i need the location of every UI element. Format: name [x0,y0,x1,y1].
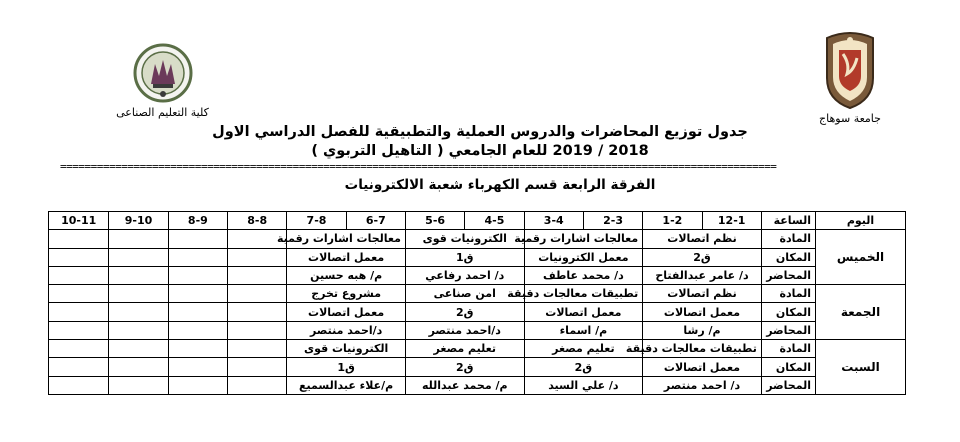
period-header: 5-6 [405,212,464,230]
slot-subject: الكترونيات قوى [287,340,406,358]
slot-lecturer: د/احمد منتصر [405,321,524,339]
period-header: 12-1 [702,212,761,230]
slot-place: معمل اتصالات [287,303,406,321]
table-row [49,248,906,266]
empty-slot [168,230,227,248]
empty-slot [49,376,109,394]
slot-subject: تطبيقات معالجات دقيقة [524,285,643,303]
slot-subject: الكترونيات قوى [405,230,524,248]
row-label-subject: المادة [761,230,815,248]
day-name: الخميس [816,230,906,285]
empty-slot [109,230,168,248]
empty-slot [49,321,109,339]
empty-slot [109,376,168,394]
faculty-logo [110,42,215,119]
row-label-place: المكان [761,358,815,376]
slot-lecturer: د/ احمد رفاعي [405,266,524,284]
period-header: 4-5 [465,212,524,230]
slot-lecturer: د/ علي السيد [524,376,643,394]
slot-place: ق2 [405,358,524,376]
empty-slot [109,248,168,266]
slot-lecturer: د/ احمد منتصر [643,376,762,394]
empty-slot [228,376,287,394]
slot-lecturer: د/ محمد عاطف [524,266,643,284]
table-row [49,230,906,248]
day-column-header: اليوم [816,212,906,230]
row-label-lecturer: المحاضر [761,266,815,284]
academic-year-line: 2018 / 2019 للعام الجامعي ( التاهيل التربوي ) [311,143,649,159]
slot-place: معمل اتصالات [643,303,762,321]
empty-slot [168,266,227,284]
slot-lecturer: م/ هبه حسين [287,266,406,284]
slot-subject: تطبيقات معالجات دقيقة [643,340,762,358]
empty-slot [49,358,109,376]
row-label-place: المكان [761,248,815,266]
empty-slot [49,230,109,248]
table-row [49,285,906,303]
slot-subject: نظم اتصالات [643,285,762,303]
university-logo [800,30,900,125]
university-name: جامعة سوهاج [819,112,881,125]
schedule-body [49,212,906,395]
empty-slot [168,321,227,339]
sohag-university-emblem-icon [821,30,879,110]
slot-subject: مشروع تخرج [287,285,406,303]
empty-slot [49,266,109,284]
empty-slot [49,248,109,266]
empty-slot [49,285,109,303]
table-row [49,376,906,394]
empty-slot [168,248,227,266]
slot-subject: امن صناعى [405,285,524,303]
department-line: الفرقة الرابعة قسم الكهرباء شعبة الالكترونيات [344,177,656,193]
slot-subject: معالجات اشارات رقمية [287,230,406,248]
empty-slot [168,358,227,376]
period-header: 8-8 [228,212,287,230]
faculty-name: كلية التعليم الصناعى [116,106,209,119]
empty-slot [168,376,227,394]
slot-place: ق2 [405,303,524,321]
slot-place: ق2 [643,248,762,266]
row-label-lecturer: المحاضر [761,321,815,339]
slot-place: ق1 [405,248,524,266]
empty-slot [228,303,287,321]
period-header: 2-3 [583,212,642,230]
period-header: 7-8 [287,212,346,230]
period-header: 3-4 [524,212,583,230]
empty-slot [168,285,227,303]
slot-lecturer: م/ رشا [643,321,762,339]
row-label-subject: المادة [761,340,815,358]
faculty-emblem-icon [133,42,193,104]
table-row [49,321,906,339]
empty-slot [109,266,168,284]
slot-subject: تعليم مصغر [405,340,524,358]
period-header: 10-11 [49,212,109,230]
separator-line: ===================================================================================================================== [60,160,777,173]
slot-place: معمل الكترونيات [524,248,643,266]
empty-slot [109,303,168,321]
hour-column-header: الساعة [761,212,815,230]
slot-lecturer: د/احمد منتصر [287,321,406,339]
day-name: الجمعة [816,285,906,340]
empty-slot [228,321,287,339]
slot-place: ق1 [287,358,406,376]
header-row [49,212,906,230]
slot-subject: تعليم مصغر [524,340,643,358]
empty-slot [228,266,287,284]
empty-slot [49,340,109,358]
period-header: 1-2 [643,212,702,230]
slot-place: ق2 [524,358,643,376]
slot-lecturer: م/ اسماء [524,321,643,339]
schedule-table [48,211,906,395]
table-row [49,266,906,284]
slot-place: معمل اتصالات [524,303,643,321]
slot-subject: نظم اتصالات [643,230,762,248]
table-row [49,340,906,358]
empty-slot [168,303,227,321]
slot-lecturer: د/ عامر عبدالفتاح [643,266,762,284]
empty-slot [228,248,287,266]
empty-slot [109,321,168,339]
empty-slot [228,285,287,303]
period-header: 8-9 [168,212,227,230]
slot-subject: معالجات اشارات رقمية [524,230,643,248]
day-name: السبت [816,340,906,395]
period-header: 9-10 [109,212,168,230]
empty-slot [228,340,287,358]
row-label-lecturer: المحاضر [761,376,815,394]
slot-place: معمل اتصالات [643,358,762,376]
empty-slot [109,358,168,376]
table-row [49,358,906,376]
row-label-place: المكان [761,303,815,321]
empty-slot [109,285,168,303]
slot-place: معمل اتصالات [287,248,406,266]
empty-slot [109,340,168,358]
empty-slot [168,340,227,358]
schedule-title: جدول توزيع المحاضرات والدروس العملية والتطبيقية للفصل الدراسي الاول [212,124,748,140]
period-header: 6-7 [346,212,405,230]
slot-lecturer: م/ محمد عبدالله [405,376,524,394]
empty-slot [228,358,287,376]
row-label-subject: المادة [761,285,815,303]
slot-lecturer: م/علاء عبدالسميع [287,376,406,394]
empty-slot [49,303,109,321]
table-row [49,303,906,321]
